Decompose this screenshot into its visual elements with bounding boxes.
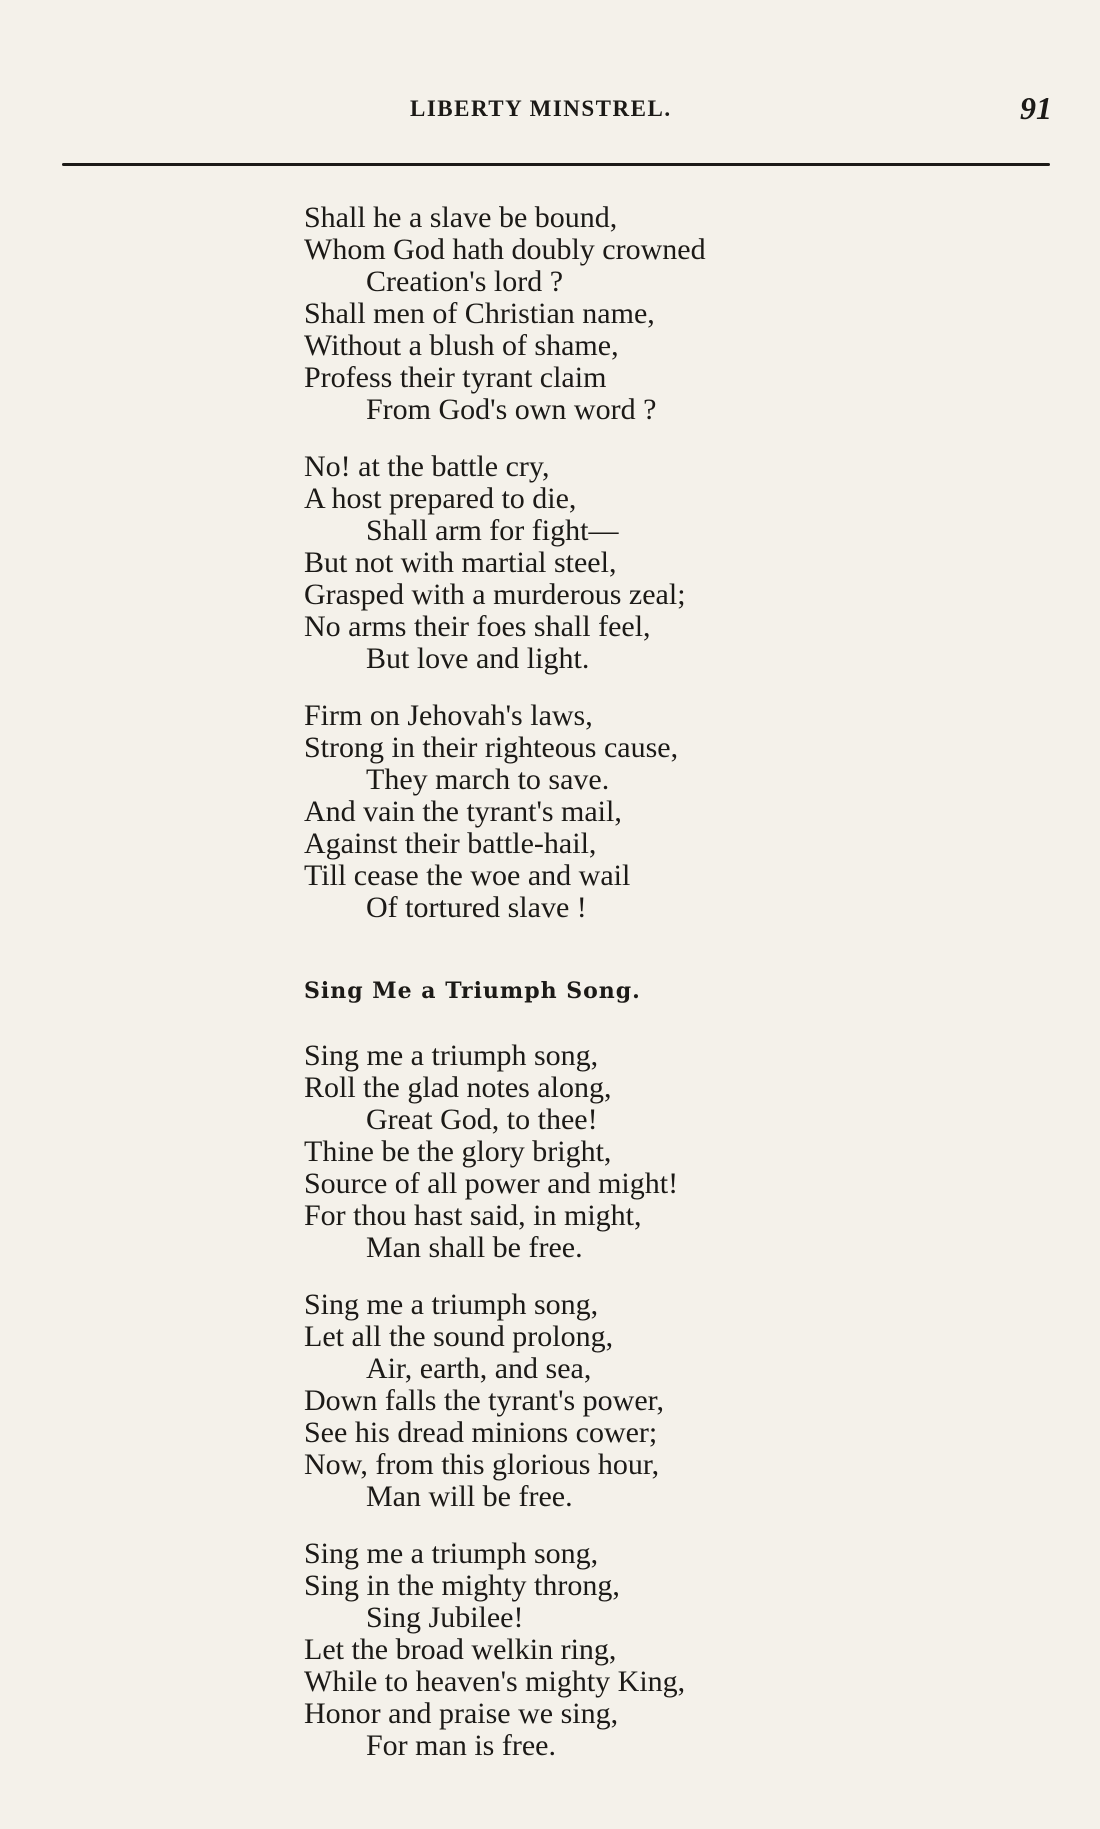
running-title: LIBERTY MINSTREL. [410,96,672,121]
verse-line: No arms their foes shall feel, [304,610,651,643]
verse-line: But not with martial steel, [304,546,617,579]
song-body [304,1040,1024,1762]
verse-line: While to heaven's mighty King, [304,1665,686,1698]
verse-line: Firm on Jehovah's laws, [304,699,593,732]
verse-line: And vain the tyrant's mail, [304,795,622,828]
verse-line: Profess their tyrant claim [304,361,607,394]
verse-line: Without a blush of shame, [304,329,619,362]
running-head [0,92,1100,132]
verse-line: A host prepared to die, [304,482,577,515]
verse-line: Against their battle-hail, [304,827,597,860]
verse-line: Air, earth, and sea, [366,1352,592,1385]
verse-line: Let all the sound prolong, [304,1320,614,1353]
stanza [304,202,1024,426]
verse-line: See his dread minions cower; [304,1416,658,1449]
stanza [304,1289,1024,1513]
header-rule [62,163,1050,166]
verse-line: Strong in their righteous cause, [304,731,679,764]
stanza [304,700,1024,924]
verse-line: For thou hast said, in might, [304,1199,642,1232]
verse-line: Source of all power and might! [304,1167,679,1200]
verse-line: For man is free. [366,1729,556,1762]
verse-line: Shall he a slave be bound, [304,201,618,234]
song-title: Sing Me a Triumph Song. [304,978,641,1004]
verse-line: Great God, to thee! [366,1103,598,1136]
page-body [304,202,1024,1787]
stanza [304,1040,1024,1264]
poem-continued [304,202,1024,924]
verse-line: Now, from this glorious hour, [304,1448,660,1481]
verse-line: Shall men of Christian name, [304,297,655,330]
verse-line: Of tortured slave ! [366,891,587,924]
verse-line: Sing me a triumph song, [304,1537,599,1570]
verse-line: Grasped with a murderous zeal; [304,578,686,611]
verse-line: Down falls the tyrant's power, [304,1384,664,1417]
verse-line: Till cease the woe and wail [304,859,631,892]
verse-line: From God's own word ? [366,393,657,426]
verse-line: Honor and praise we sing, [304,1697,619,1730]
verse-line: Sing me a triumph song, [304,1039,599,1072]
page-number: 91 [1020,90,1052,126]
verse-line: Sing me a triumph song, [304,1288,599,1321]
stanza [304,451,1024,675]
verse-line: Thine be the glory bright, [304,1135,612,1168]
verse-line: But love and light. [366,642,590,675]
verse-line: Roll the glad notes along, [304,1071,612,1104]
verse-line: Man shall be free. [366,1231,583,1264]
verse-line: Let the broad welkin ring, [304,1633,617,1666]
verse-line: They march to save. [366,763,610,796]
verse-line: Creation's lord ? [366,265,564,298]
stanza [304,1538,1024,1762]
verse-line: Sing Jubilee! [366,1601,524,1634]
verse-line: Man will be free. [366,1480,573,1513]
verse-line: Whom God hath doubly crowned [304,233,706,266]
verse-line: Shall arm for fight— [366,514,619,547]
verse-line: Sing in the mighty throng, [304,1569,620,1602]
verse-line: No! at the battle cry, [304,450,550,483]
